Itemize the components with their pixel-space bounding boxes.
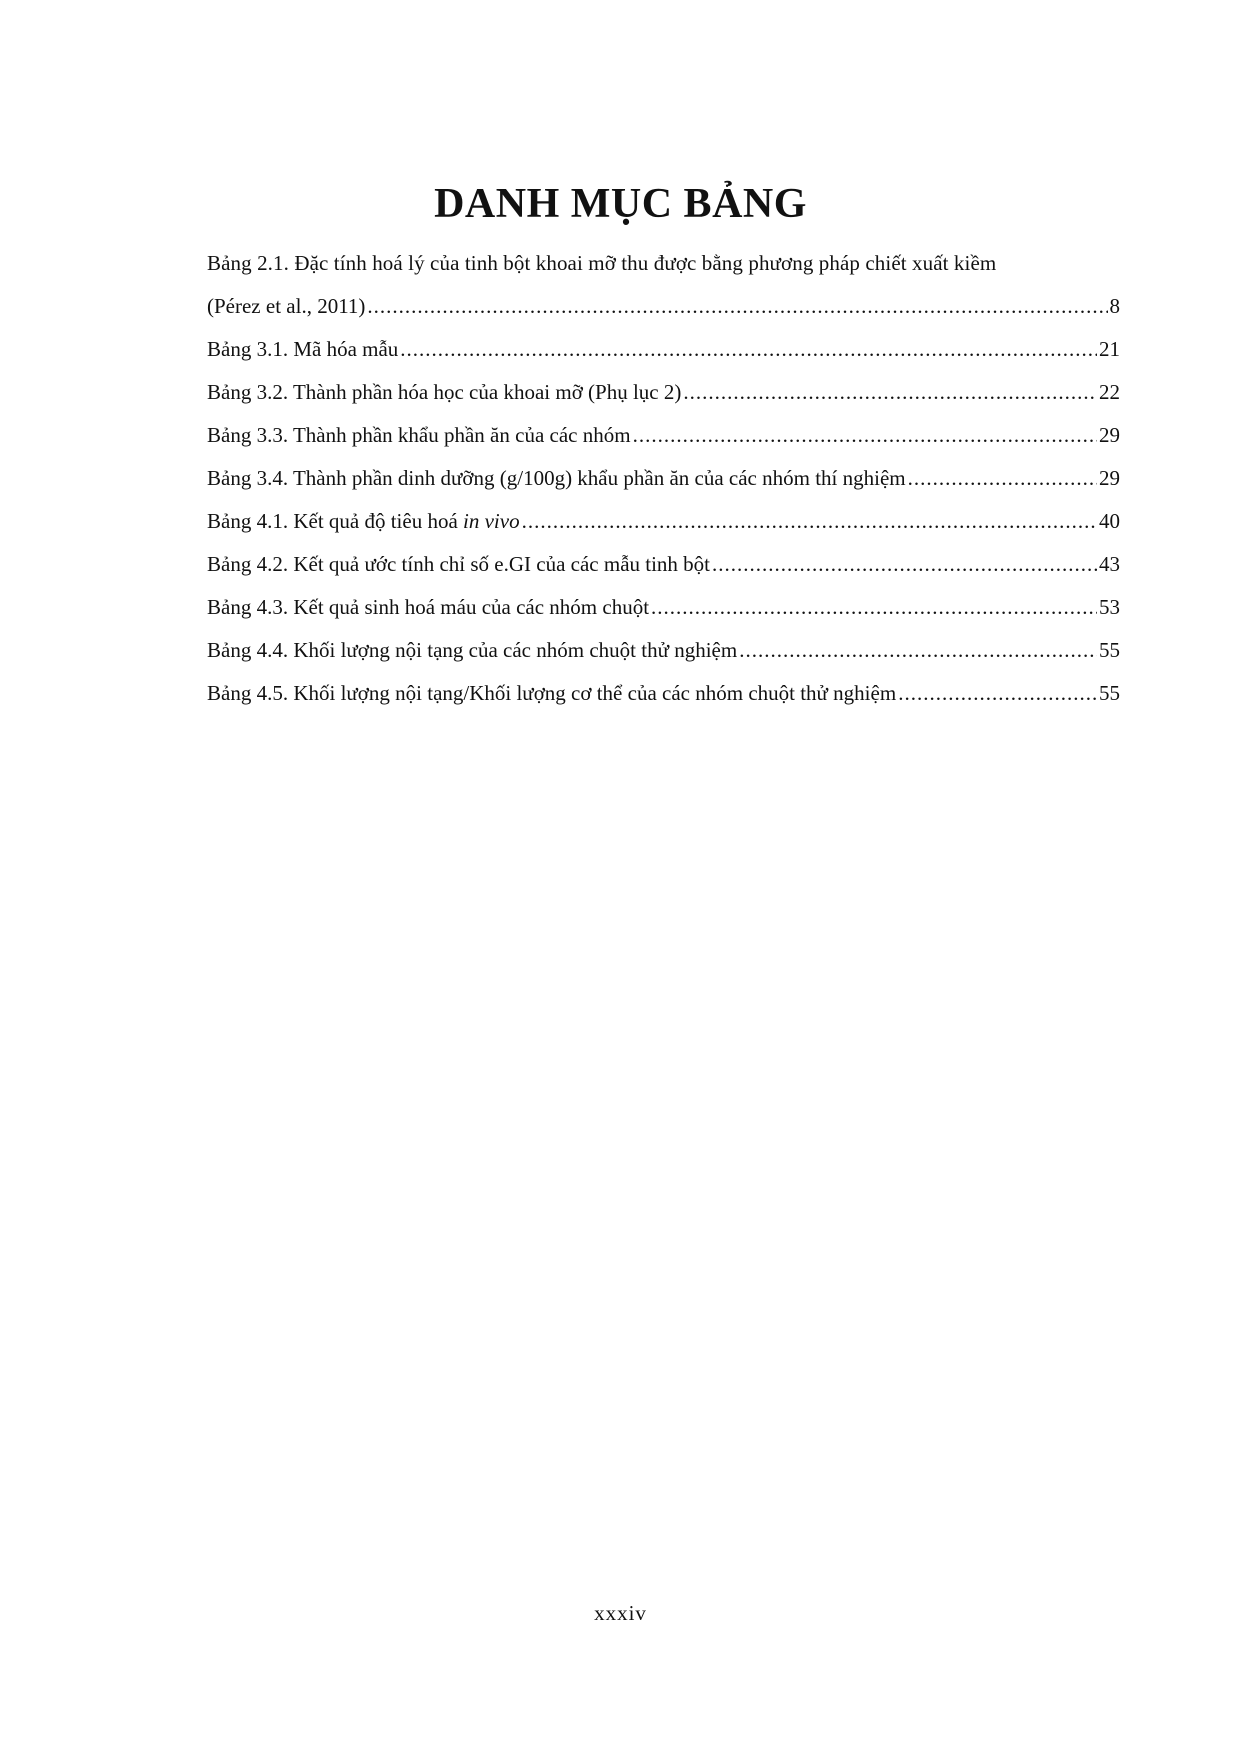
toc-entry-bang-3-1[interactable]: [207, 328, 1120, 371]
toc-entry-label: Bảng 3.4. Thành phần dinh dưỡng (g/100g) khẩu phần ăn của các nhóm thí nghiệm: [207, 466, 906, 490]
toc-entry-page: 55: [1099, 681, 1120, 705]
toc-entry-label-line2: (Pérez et al., 2011): [207, 294, 366, 318]
table-list: [207, 242, 1120, 715]
dot-leader: [712, 543, 1097, 586]
dot-leader: [651, 586, 1097, 629]
dot-leader: [739, 629, 1097, 672]
toc-entry-bang-2-1[interactable]: [207, 242, 1120, 328]
toc-entry-label: Bảng 3.1. Mã hóa mẫu: [207, 337, 399, 361]
toc-entry-page: 29: [1099, 423, 1120, 447]
toc-entry-page: 22: [1099, 380, 1120, 404]
toc-entry-label: [207, 500, 520, 543]
page-title: DANH MỤC BẢNG: [434, 181, 807, 227]
toc-entry-bang-4-3[interactable]: [207, 586, 1120, 629]
toc-entry-bang-4-1[interactable]: [207, 500, 1120, 543]
dot-leader: [683, 371, 1097, 414]
toc-entry-page: 8: [1109, 294, 1120, 318]
toc-entry-label-italic: in vivo: [463, 509, 520, 533]
footer-page-number: xxxiv: [594, 1601, 647, 1625]
dot-leader: [908, 457, 1097, 500]
toc-entry-bang-3-4[interactable]: [207, 457, 1120, 500]
toc-entry-page: 53: [1099, 595, 1120, 619]
toc-entry-bang-4-5[interactable]: [207, 672, 1120, 715]
toc-entry-label: Bảng 4.5. Khối lượng nội tạng/Khối lượng cơ thể của các nhóm chuột thử nghiệm: [207, 681, 897, 705]
toc-entry-page: 40: [1099, 509, 1120, 533]
dot-leader: [898, 672, 1097, 715]
toc-entry-label: Bảng 4.4. Khối lượng nội tạng của các nhóm chuột thử nghiệm: [207, 638, 738, 662]
toc-entry-bang-4-2[interactable]: [207, 543, 1120, 586]
dot-leader: [522, 500, 1097, 543]
toc-entry-bang-3-3[interactable]: [207, 414, 1120, 457]
toc-entry-label: Bảng 4.2. Kết quả ước tính chỉ số e.GI của các mẫu tinh bột: [207, 552, 711, 576]
toc-entry-page: 55: [1099, 638, 1120, 662]
toc-entry-label: Bảng 3.2. Thành phần hóa học của khoai mỡ (Phụ lục 2): [207, 380, 682, 404]
toc-entry-label: Bảng 4.3. Kết quả sinh hoá máu của các nhóm chuột: [207, 595, 650, 619]
dot-leader: [633, 414, 1097, 457]
dot-leader: [367, 285, 1107, 328]
toc-entry-bang-3-2[interactable]: [207, 371, 1120, 414]
toc-entry-label: Bảng 3.3. Thành phần khẩu phần ăn của các nhóm: [207, 423, 631, 447]
toc-entry-page: 21: [1099, 337, 1120, 361]
toc-entry-page: 43: [1099, 552, 1120, 576]
toc-entry-bang-4-4[interactable]: [207, 629, 1120, 672]
toc-entry-label-line1: Bảng 2.1. Đặc tính hoá lý của tinh bột khoai mỡ thu được bằng phương pháp chiết xuất kiềm: [207, 251, 997, 275]
dot-leader: [400, 328, 1097, 371]
toc-entry-label-text: Bảng 4.1. Kết quả độ tiêu hoá: [207, 509, 464, 533]
toc-entry-page: 29: [1099, 466, 1120, 490]
